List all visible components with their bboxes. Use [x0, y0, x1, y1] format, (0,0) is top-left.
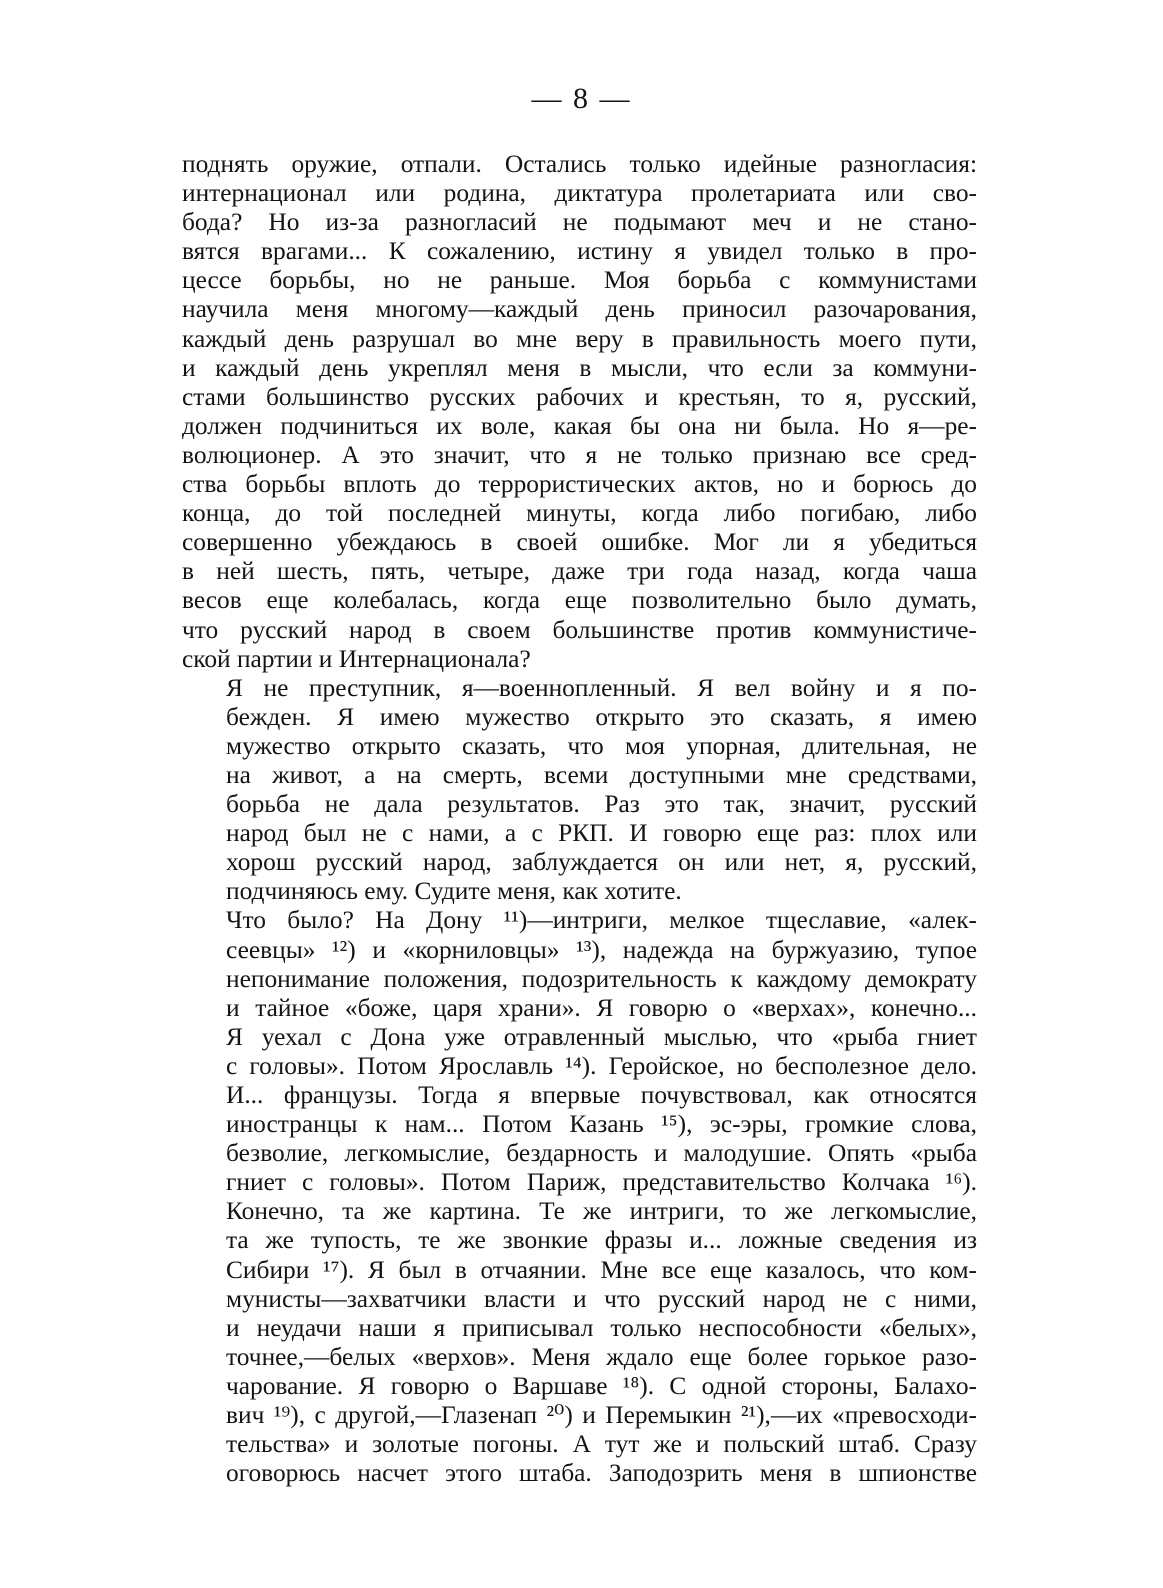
text-line: И... французы. Тогда я впервые почувствовал, как относятся	[226, 1081, 977, 1109]
text-line: совершенно убеждаюсь в своей ошибке. Мог ли я убедиться	[182, 528, 977, 557]
text-line: мунисты—захватчики власти и что русский народ не с ними,	[226, 1284, 977, 1313]
text-line: непонимание положения, подозрительность к каждому демократу	[226, 964, 977, 993]
text-line: сеевцы» ¹²) и «корниловцы» ¹³), надежда на буржуазию, тупое	[226, 935, 977, 964]
text-line: цессе борьбы, но не раньше. Моя борьба с коммунистами	[182, 266, 977, 295]
text-line: ской партии и Интернационала?	[182, 644, 531, 673]
text-line: точнее,—белых «верхов». Меня ждало еще более горькое разо-	[226, 1342, 977, 1371]
text-line: Я не преступник, я—военнопленный. Я вел войну и я по-	[226, 673, 977, 702]
text-line: Я уехал с Дона уже отравленный мыслью, что «рыба гниет	[226, 1022, 977, 1051]
text-line: конца, до той последней минуты, когда либо погибаю, либо	[182, 499, 977, 528]
text-line: и неудачи наши я приписывал только неспособности «белых»,	[226, 1313, 977, 1342]
text-line: и тайное «боже, царя храни». Я говорю о «верхах», конечно...	[226, 993, 977, 1022]
paragraph-1	[182, 150, 977, 674]
text-line: вич ¹⁹), с другой,—Глазенап ²⁰) и Перемыкин ²¹),—их «превосходи-	[226, 1401, 977, 1430]
text-line: подчиняюсь ему. Судите меня, как хотите.	[226, 877, 682, 906]
text-line: безволие, легкомыслие, бездарность и малодушие. Опять «рыба	[226, 1139, 977, 1168]
text-line: мужество открыто сказать, что моя упорная, длительная, не	[226, 731, 977, 760]
text-line: с головы». Потом Ярославль ¹⁴). Геройское, но бесполезное дело.	[226, 1051, 977, 1080]
text-line: научила меня многому—каждый день приносил разочарования,	[182, 295, 977, 324]
text-line: что русский народ в своем большинстве против коммунистиче-	[182, 615, 977, 644]
text-line: поднять оружие, отпали. Остались только идейные разногласия:	[182, 150, 977, 178]
text-line: бода? Но из-за разногласий не подымают меч и не стано-	[182, 208, 977, 237]
text-line: борьба не дала результатов. Раз это так, значит, русский	[226, 790, 977, 819]
text-line: в ней шесть, пять, четыре, даже три года назад, когда чаша	[182, 557, 977, 586]
text-line: народ был не с нами, а с РКП. И говорю еще раз: плох или	[226, 819, 977, 848]
text-line: интернационал или родина, диктатура пролетариата или сво-	[182, 179, 977, 208]
text-line: ства борьбы вплоть до террористических актов, но и борюсь до	[182, 470, 977, 499]
body-text	[182, 150, 977, 1488]
text-line: волюционер. А это значит, что я не только признаю все сред-	[182, 440, 977, 469]
text-line: каждый день разрушал во мне веру в правильность моего пути,	[182, 324, 977, 353]
text-line: тельства» и золотые погоны. А тут же и польский штаб. Сразу	[226, 1430, 977, 1459]
text-line: должен подчиниться их воле, какая бы она ни была. Но я—ре-	[182, 411, 977, 440]
text-line: Что было? На Дону ¹¹)—интриги, мелкое тщеславие, «алек-	[226, 906, 977, 935]
text-line: гниет с головы». Потом Париж, представительство Колчака ¹⁶).	[226, 1168, 977, 1197]
text-line: хорош русский народ, заблуждается он или нет, я, русский,	[226, 848, 977, 877]
text-line: вятся врагами... К сожалению, истину я увидел только в про-	[182, 237, 977, 266]
text-line: чарование. Я говорю о Варшаве ¹⁸). С одной стороны, Балахо-	[226, 1371, 977, 1400]
text-line: Конечно, та же картина. Те же интриги, то же легкомыслие,	[226, 1197, 977, 1226]
text-line: оговорюсь насчет этого штаба. Заподозрить меня в шпионстве	[226, 1459, 977, 1488]
text-line: и каждый день укреплял меня в мысли, что если за коммуни-	[182, 353, 977, 382]
paragraph-2	[182, 674, 977, 907]
text-line: та же тупость, те же звонкие фразы и... ложные сведения из	[226, 1226, 977, 1255]
text-line: весов еще колебалась, когда еще позволительно было думать,	[182, 586, 977, 615]
text-line: иностранцы к нам... Потом Казань ¹⁵), эс-эры, громкие слова,	[226, 1110, 977, 1139]
text-line: стами большинство русских рабочих и крестьян, то я, русский,	[182, 382, 977, 411]
paragraph-3	[182, 906, 977, 1488]
text-line: на живот, а на смерть, всеми доступными мне средствами,	[226, 760, 977, 789]
page-number: — 8 —	[531, 82, 632, 115]
text-line: Сибири ¹⁷). Я был в отчаянии. Мне все еще казалось, что ком-	[226, 1255, 977, 1284]
text-line: бежден. Я имею мужество открыто это сказать, я имею	[226, 702, 977, 731]
